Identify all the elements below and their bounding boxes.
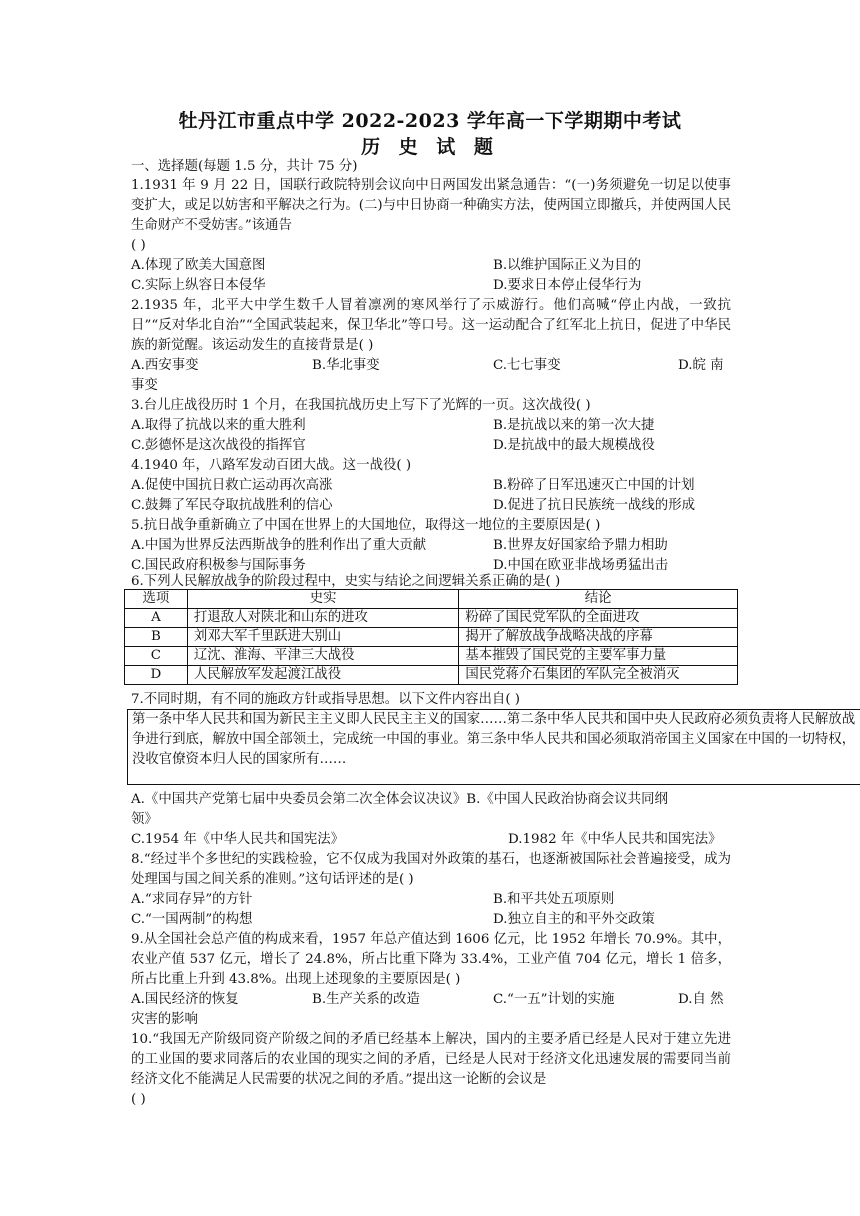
q8-stem: 8.“经过半个多世纪的实践检验，它不仅成为我国对外政策的基石，也逐渐被国际社会普遍接受，成为处理国与国之间关系的准则。”这句话评述的是( ) (131, 852, 731, 887)
q3-option-d: D.是抗战中的最大规模战役 (493, 438, 655, 453)
q5-stem: 5.抗日战争重新确立了中国在世界上的大国地位，取得这一地位的主要原因是( ) (131, 518, 601, 533)
q6-stem: 6.下列人民解放战争的阶段过程中，史实与结论之间逻辑关系正确的是( ) (131, 574, 561, 589)
table-cell-fact: 人民解放军发起渡江战役 (187, 666, 458, 685)
q3-option-b: B.是抗战以来的第一次大捷 (493, 418, 655, 433)
table-cell-option: A (125, 609, 188, 628)
q9-option-d-cont: 灾害的影响 (131, 1012, 198, 1027)
q7-stem: 7.不同时期，有不同的施政方针或指导思想。以下文件内容出自( ) (131, 692, 521, 707)
q5-option-b: B.世界友好国家给予鼎力相助 (493, 538, 668, 553)
q4-option-b: B.粉碎了日军迅速灭亡中国的计划 (493, 478, 695, 493)
table-cell-fact: 辽沈、淮海、平津三大战役 (187, 647, 458, 666)
q7-option-ab: A.《中国共产党第七届中央委员会第二次全体会议决议》B.《中国人民政治协商会议共同纲 (131, 792, 668, 807)
table-cell-conclusion: 粉碎了国民党军队的全面进攻 (459, 609, 738, 628)
table-cell-conclusion: 揭开了解放战争战略决战的序幕 (459, 628, 738, 647)
q7-option-c: C.1954 年《中华人民共和国宪法》 (131, 832, 345, 847)
q1-option-b: B.以维护国际正义为目的 (493, 258, 642, 273)
q2-option-c: C.七七事变 (493, 358, 561, 373)
q8-option-b: B.和平共处五项原则 (493, 892, 615, 907)
q8-option-a: A.“求同存异”的方针 (131, 892, 253, 907)
exam-subtitle: 历 史 试 题 (361, 136, 499, 158)
table-row (125, 647, 738, 666)
q1-option-d: D.要求日本停止侵华行为 (493, 278, 642, 293)
q1-stem: 1.1931 年 9 月 22 日，国联行政院特别会议向中日两国发出紧急通告：“(一)务须避免一切足以使事变扩大，或足以妨害和平解决之行为。(二)与中日协商一种确实方法，使两国立即撤兵，并使两国人民生命财产不受妨害。”该通告 (131, 178, 731, 233)
section-heading: 一、选择题(每题 1.5 分，共计 75 分) (131, 159, 358, 174)
q4-option-a: A.促使中国抗日救亡运动再次高涨 (131, 478, 333, 493)
q1-option-c: C.实际上纵容日本侵华 (131, 278, 266, 293)
table-header-row (125, 590, 738, 609)
q3-stem: 3.台儿庄战役历时 1 个月，在我国抗战历史上写下了光辉的一页。这次战役( ) (131, 398, 591, 413)
q10-blank: ( ) (131, 1092, 146, 1107)
q9-option-d: D.自 然 (678, 992, 724, 1007)
table-header-conclusion: 结论 (459, 590, 738, 609)
exam-title: 牡丹江市重点中学 2022-2023 学年高一下学期期中考试 (178, 110, 682, 132)
q3-option-c: C.彭德怀是这次战役的指挥官 (131, 438, 306, 453)
table-row (125, 628, 738, 647)
q2-stem: 2.1935 年，北平大中学生数千人冒着凛冽的寒风举行了示威游行。他们高喊“停止内战，一致抗日”“反对华北自治”“全国武装起来，保卫华北”等口号。这一运动配合了红军北上抗日，促进了中华民族的新觉醒。该运动发生的直接背景是( ) (131, 298, 731, 353)
q2-option-b: B.华北事变 (312, 358, 380, 373)
table-cell-option: B (125, 628, 188, 647)
q10-stem: 10.“我国无产阶级同资产阶级之间的矛盾已经基本上解决，国内的主要矛盾已经是人民对于建立先进的工业国的要求同落后的农业国的现实之间的矛盾，已经是人民对于经济文化迅速发展的需要同当前经济文化不能满足人民需要的状况之间的矛盾。”提出这一论断的会议是 (131, 1032, 731, 1087)
table-row (125, 666, 738, 685)
q9-option-b: B.生产关系的改造 (312, 992, 420, 1007)
q2-option-a: A.西安事变 (131, 358, 199, 373)
q7-document-excerpt: 第一条中华人民共和国为新民主主义即人民民主主义的国家……第二条中华人民共和国中央人民政府必须负责将人民解放战争进行到底，解放中国全部领土，完成统一中国的事业。第三条中华人民共和国必须取消帝国主义国家在中国的一切特权，没收官僚资本归人民的国家所有…… (127, 709, 860, 785)
table-cell-option: C (125, 647, 188, 666)
q8-option-d: D.独立自主的和平外交政策 (493, 912, 655, 927)
q5-option-a: A.中国为世界反法西斯战争的胜利作出了重大贡献 (131, 538, 427, 553)
q4-option-c: C.鼓舞了军民夺取抗战胜利的信心 (131, 498, 333, 513)
table-header-option: 选项 (125, 590, 188, 609)
table-cell-conclusion: 基本摧毁了国民党的主要军事力量 (459, 647, 738, 666)
q3-option-a: A.取得了抗战以来的重大胜利 (131, 418, 306, 433)
q9-option-a: A.国民经济的恢复 (131, 992, 239, 1007)
table-cell-fact: 打退敌人对陕北和山东的进攻 (187, 609, 458, 628)
q9-stem: 9.从全国社会总产值的构成来看，1957 年总产值达到 1606 亿元，比 1952 年增长 70.9%。其中，农业产值 537 亿元，增长了 24.8%，所占比重下降为 33.4%，工业产值 704 亿元，增长 1 倍多，所占比重上升到 43.8%。出现上述现象的主要原因是( ) (131, 932, 731, 987)
q2-option-d: D.皖 南 (678, 358, 724, 373)
table-row (125, 609, 738, 628)
q2-option-d-cont: 事变 (131, 378, 158, 393)
q1-blank: ( ) (131, 238, 146, 253)
table-cell-fact: 刘邓大军千里跃进大别山 (187, 628, 458, 647)
q6-table (124, 589, 738, 685)
q4-stem: 4.1940 年，八路军发动百团大战。这一战役( ) (131, 458, 412, 473)
q9-option-c: C.“一五”计划的实施 (493, 992, 615, 1007)
table-cell-option: D (125, 666, 188, 685)
table-cell-conclusion: 国民党蒋介石集团的军队完全被消灭 (459, 666, 738, 685)
table-header-fact: 史实 (187, 590, 458, 609)
q5-option-d: D.中国在欧亚非战场勇猛出击 (493, 558, 669, 573)
q4-option-d: D.促进了抗日民族统一战线的形成 (493, 498, 695, 513)
q1-option-a: A.体现了欧美大国意图 (131, 258, 266, 273)
q8-option-c: C.“一国两制”的构想 (131, 912, 253, 927)
q5-option-c: C.国民政府积极参与国际事务 (131, 558, 306, 573)
q7-option-d: D.1982 年《中华人民共和国宪法》 (508, 832, 722, 847)
q7-option-b-cont: 领》 (131, 812, 158, 827)
